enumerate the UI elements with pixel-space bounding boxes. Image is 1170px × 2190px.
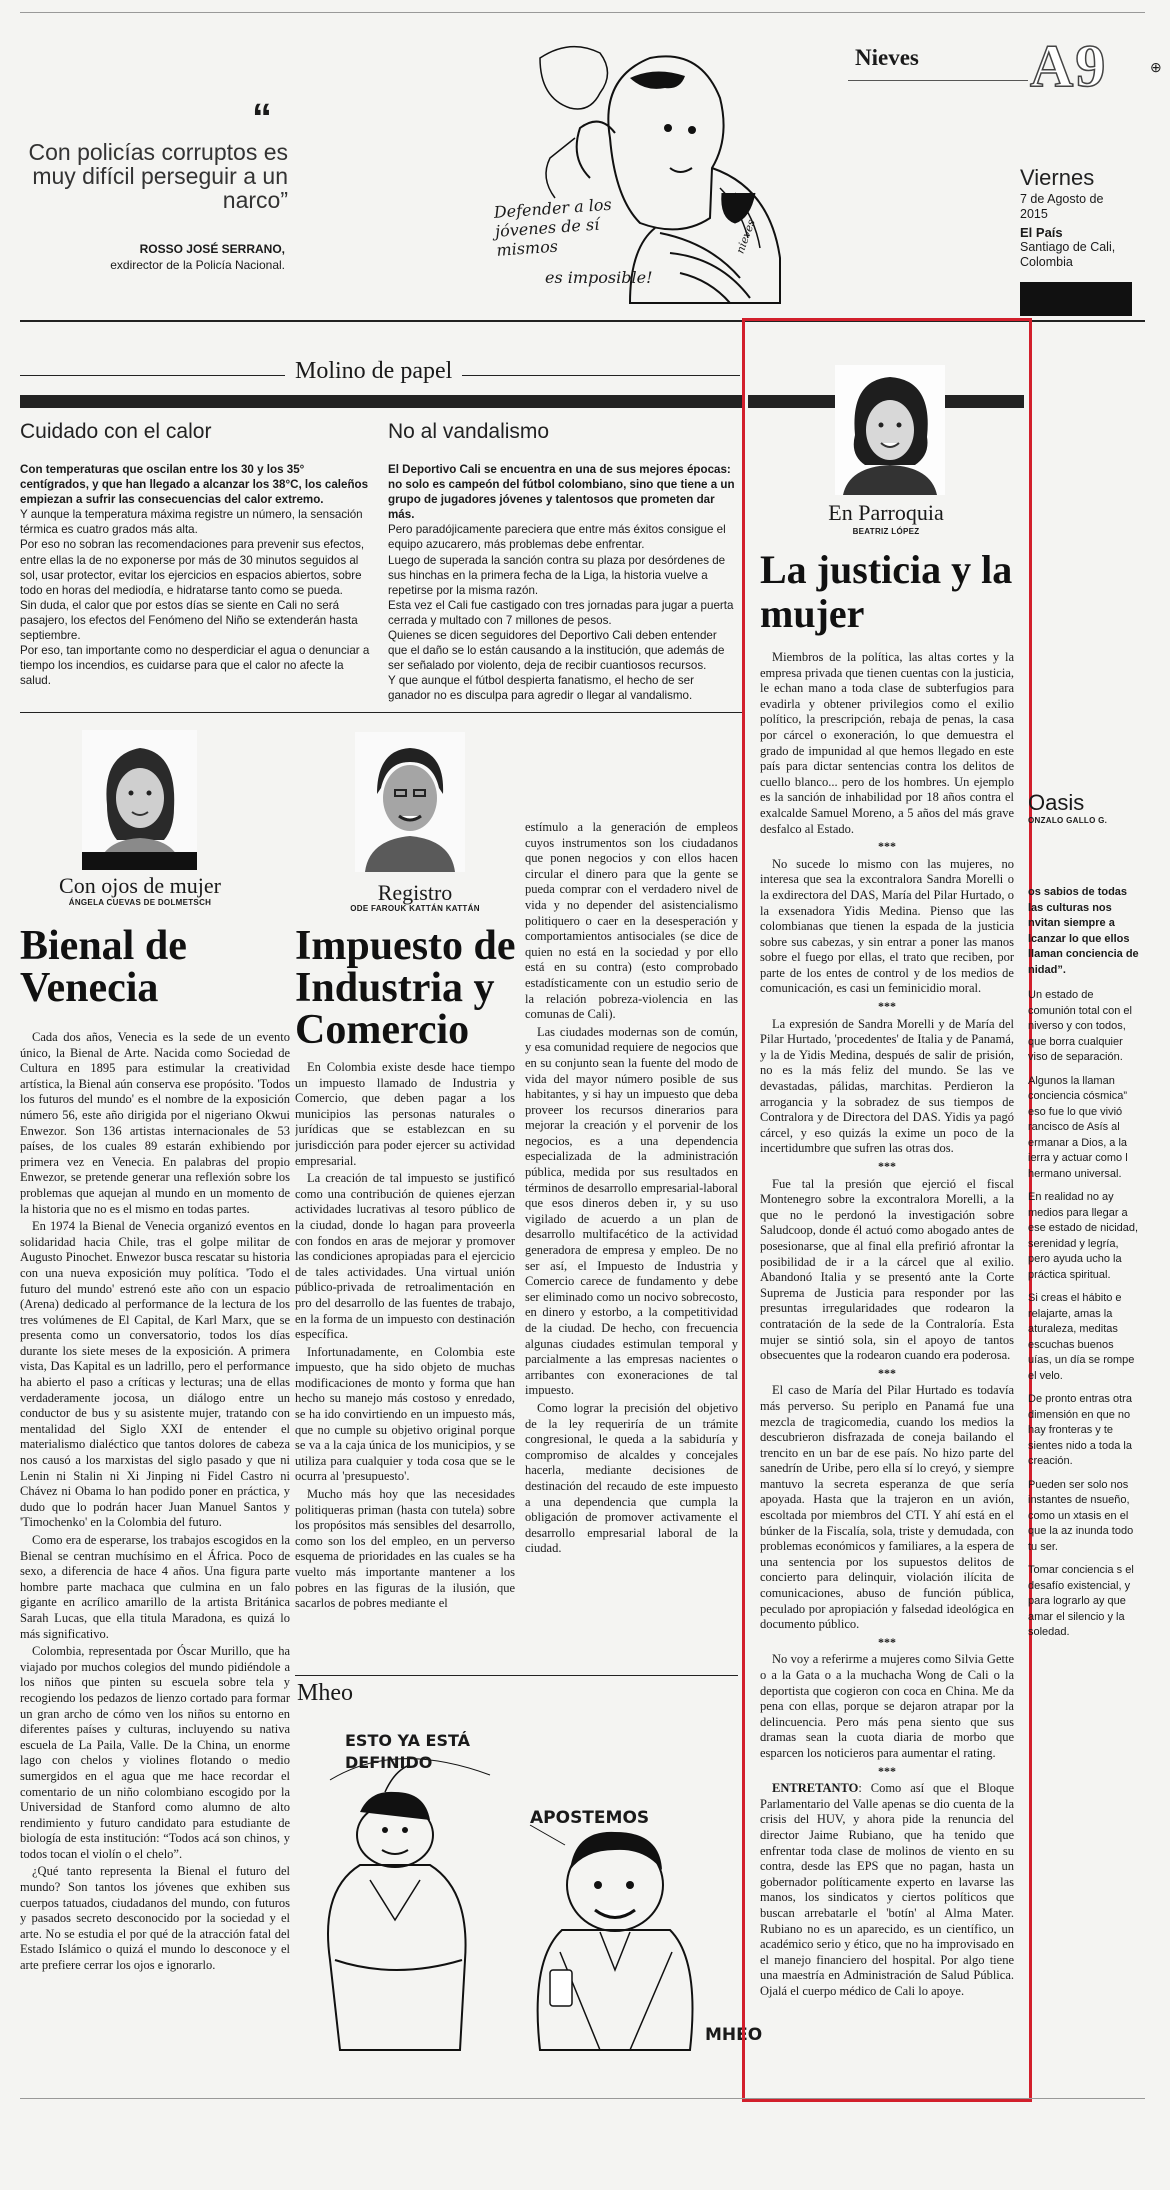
molino-title: Molino de papel: [285, 358, 462, 385]
portrait-illustration: [355, 732, 465, 872]
quote-author-role: exdirector de la Policía Nacional.: [110, 258, 285, 272]
issue-place: Santiago de Cali, Colombia: [1020, 240, 1116, 269]
article-paragraph: La creación de tal impuesto se justificó como una contribución de quienes ejerzan actividades lucrativas al tesoro público de la ciudad, donde lo hagan para proveerla con fondos en aras de mejorar y promover las condiciones apropiadas para el ejercicio de tales actividades. Una virtual unión público-privada de retroalimentación en pro del desarrollo de las fuentes de trabajo, en la forma de un impuesto con destinación específica.: [295, 1171, 515, 1342]
author-photo-lopez: [835, 365, 945, 495]
molino-right-paragraph: Luego de superada la sanción contra su plaza por desórdenes de sus hinchas en la primera fecha de la Liga, la historia vuelve a repetirse por la misma razón.: [388, 553, 726, 597]
section-rule: [848, 80, 1028, 81]
article-paragraph: Las ciudades modernas son de común, y esa comunidad requiere de negocios que en su conjunto sean la fuente del modo de vida del mayor número posible de sus habitantes, y si hay un impuesto que deba proveer los recursos dinerarios para mejorar la creación y el porvenir de los negocios, es a una dependencia especializada de la administración pública, medida por sus resultados en términos de desarrollo empresarial-laboral que esos dineros deben ir, y su uso vigilado de acuerdo a un plan de desarrollo multifacético de la actividad generadora de empresa y empleo. De no ser así, el Impuesto de Industria y Comercio carece de fundamento y debe ser eliminado como un nocivo sobrecosto, en dinero y estorbo, a la competitividad de la ciudad. De hecho, con frecuencia algunas ciudades estimulan temporal y parcialmente a las empresas nacientes o arribantes con exoneraciones de tal impuesto.: [525, 1024, 738, 1398]
mheo-rule: [295, 1675, 738, 1676]
article-paragraph: En Colombia existe desde hace tiempo un impuesto llamado de Industria y Comercio, que deben pagar a los municipios las personas naturales o jurídicas que se establezcan en su jurisdicción para poder ejercer su actividad empresarial.: [295, 1060, 515, 1168]
crop-mark: ⊕: [1150, 61, 1162, 76]
molino-bottom-rule: [20, 712, 742, 713]
molino-right-paragraph: Quienes se dicen seguidores del Deportivo Cali deben entender que el daño se lo están causando a la institución, que además de ser señalado por violento, deja de recibir cuantiosos recursos.: [388, 629, 725, 673]
closing-lead: ENTRETANTO: [772, 1781, 859, 1796]
article-paragraph: En 1974 la Bienal de Venecia organizó eventos en solidaridad hacia Chile, tras el golpe militar de Augusto Pinochet. Enwezor busca rescatar su historia con una nueva exposición muy política. 'Todo el futuro del mundo' estrenó este año con un espacio (Arena) dedicado al performance de la lectura de los tres volúmenes de El Capital, de Karl Marx, que se presenta como un conversatorio, todos los días durante los siete meses de la exposición. A primera vista, Das Kapital es un ladrillo, pero el performance ha abierto el paso a críticas y lecturas; una de ellas verdaderamente jocosa, un diálogo entre un conductor de bus y su asistente mujer, tratando con mentalidad del Siglo XXI de entender el materialismo dialéctico que tantos dolores de cabeza nos causó a los marxistas del siglo pasado y que ni Lenin ni Stalin ni Xi Jinping ni Fidel Castro ni Chávez ni Obama lo han podido poner en práctica, y dudo que lo podrán hacer Juan Manuel Santos y 'Timochenko' en la Colombia del futuro.: [20, 1219, 290, 1530]
oasis-paragraph: Si creas el hábito e relajarte, amas la aturaleza, meditas escuchas buenos uías, un día se rompe el velo.: [1028, 1292, 1135, 1382]
oasis-paragraph: Pueden ser solo nos instantes de nsueño, como un xtasis en el que la az inunda todo tu ser.: [1028, 1478, 1134, 1553]
photo-black-bar: [82, 852, 197, 870]
molino-right-body: [388, 462, 738, 702]
oasis-paragraph: Tomar conciencia s el desafío existencial, y para lograrlo ay que amar el silencio y la soledad.: [1028, 1564, 1134, 1638]
molino-bar: [20, 395, 742, 408]
column-author-lopez: BEATRIZ LÓPEZ: [852, 527, 920, 536]
molino-left-lead: Con temperaturas que oscilan entre los 30 y los 35° centígrados, y que han llegado a alcanzar los 38°C, los caleños empiezan a sufrir las consecuencias del calor extremo.: [20, 463, 369, 507]
column-label-parroquia: En Parroquia: [828, 500, 944, 525]
bottom-rule: [20, 2098, 1145, 2099]
article-paragraph: Cada dos años, Venecia es la sede de un evento único, la Bienal de Arte. Nacida como Sociedad de Cultura en 1895 para estimular la creatividad artística, la Bienal aún conserva ese propósito. 'Todos los futuros del mundo' es el nombre de la exposición número 56, este año dirigida por el nigeriano Okwui Enwezor. Son 136 artistas internacionales de 53 países, de los cuales 89 estarán exhibiendo por primera vez en Venecia. En palabras del propio Enwezor, se pretende generar una reflexión sobre los problemas que aquejan al mundo en un momento de la historia que no es el mismo en todas partes.: [20, 1030, 290, 1216]
section-separator: ***: [878, 1763, 896, 1778]
section-separator: ***: [878, 1365, 896, 1380]
article-paragraph: Fue tal la presión que ejerció el fiscal Montenegro sobre la excontralora Morelli, a la que no le perdonó la investigación sobre Saludcoop, donde él actuó como abogado antes de posesionarse, que al final ella prefirió afrontar la posibilidad de ir a la cárcel que al exilio. Abandonó Italia y se presentó ante la Corte Suprema de Justicia para responder por las presuntas irregularidades que rodearon la contratación de la sede de la Contraloría. Esta mujer se sintió sola, sin el apoyo de tantos obsecuentes que la rodearon cuando era poderosa.: [760, 1176, 1014, 1363]
article-closing-paragraph: [760, 1781, 1014, 1999]
molino-right-lead: El Deportivo Cali se encuentra en una de sus mejores épocas: no solo es campeón del fútbol colombiano, sino que tiene a un grupo de jugadores jóvenes y talentosos que prometen dar más.: [388, 463, 735, 522]
issue-date: 7 de Agosto de 2015: [1020, 192, 1104, 221]
article-impuesto-body-2: [525, 820, 738, 1665]
column-label-registro: Registro: [377, 880, 453, 905]
molino-right-paragraph: Pero paradójicamente pareciera que entre más éxitos consigue el equipo azucarero, más problemas debe enfrentar.: [388, 523, 726, 552]
article-impuesto-body-1: [295, 1060, 515, 1665]
cartoon-caption-1: Defender a los jóvenes de sí mismos: [493, 194, 613, 260]
paper-name: El País: [1020, 225, 1063, 240]
molino-left-body: [20, 462, 372, 702]
column-label-con-ojos: Con ojos de mujer: [59, 873, 221, 898]
oasis-paragraph: Algunos la llaman conciencia cósmica” eso fue lo que vivió rancisco de Asís al ermanar a Dios, a la ierra y actuar como l hermano universal.: [1028, 1074, 1128, 1180]
top-rule: [20, 12, 1145, 13]
cartoon-caption-2: es imposible!: [545, 268, 653, 287]
article-paragraph: Infortunadamente, en Colombia este impuesto, que ha sido objeto de muchas modificaciones de monto y forma que han hecho su manejo más costoso y enredado, se ha ido convirtiendo en un impuesto más, que no cumple su objetivo original porque se va a la caja única de los municipios, y se utiliza para cualquier y toda cosa que se le ocurra al 'presupuesto'.: [295, 1344, 515, 1484]
section-separator: ***: [878, 839, 896, 854]
author-photo-cuevas: [82, 730, 197, 870]
column-author-cuevas: ÁNGELA CUEVAS DE DOLMETSCH: [68, 898, 212, 907]
closing-text: : Como así que el Bloque Parlamentario del Valle apenas se dio cuenta de la crisis del HUV, y ahora pide la renuncia del director Jaime Rubiano, que ha tenido que enfrentar toda clase de molinos de viento en su contra, desde las EPS que no pagan, hasta un gobernador políticamente experto en lavarse las manos, los sindicatos y ciertos políticos que buscan arrebatarle el 'botín' al Alma Mater. Rubiano no es un aparecido, es un científico, un académico serio y ético, que no ha improvisado en el manejo financiero del hospital. Por algo tiene una maestría en Administración de Salud Pública. Ojalá el cuerpo médico de Cali lo apoye.: [760, 1781, 1014, 1998]
portrait-illustration: [82, 730, 197, 870]
section-separator: ***: [878, 1159, 896, 1173]
article-paragraph: La expresión de Sandra Morelli y de María del Pilar Hurtado, 'procedentes' de Italia y de Panamá, y la de Yidis Medina, después de salir de prisión, no es la más feliz del mundo. Se las ve devastadas, pálidas, marchitas. Perdieron la arrogancia y la sobradez de sus tiempos de Contralora y de Directora del DAS. Yidis ya pagó cárcel, y eso quizás la exime un poco de la incertidumbre que sufren las otras dos.: [760, 1016, 1014, 1156]
article-bienal-body: [20, 1030, 290, 2080]
article-paragraph: El caso de María del Pilar Hurtado es todavía más perverso. Su periplo en Panamá fue una mezcla de tragicomedia, cuando los medios la descubrieron disfrazada de coneja bailando el trencito en un bar de ese país. No hizo parte del sanedrín de Uribe, pero ella sí lo creyó, y siempre mantuvo la secreta esperanza de que sería apoyada. Hasta que la trajeron en un avión, escoltada por miembros del CTI. Y ahí está en el búnker de la Fiscalía, sola, triste y demudada, con problemas económicos y familiares, a la espera de una sentencia por los supuestos delitos de concierto para delinquir, violación ilícita de comunicaciones, abuso de función pública, peculado por apropiación y falsedad ideológica en documento público.: [760, 1383, 1014, 1632]
molino-left-title: Cuidado con el calor: [20, 420, 212, 443]
article-paragraph: Como lograr la precisión del objetivo de la ley requeriría de un trámite congresional, le queda a la sabiduría y compromiso de alcaldes y concejales hacerla, mediante decisiones de destinación del recaudo de este impuesto a una dependencia que cumpla la obligación de promover activamente el desarrollo empresarial laboral de la ciudad.: [525, 1400, 738, 1556]
article-paragraph: Como era de esperarse, los trabajos escogidos en la Bienal se centran muchísimo en el África. Poco de sexo, a diferencia de hace 4 años. Una figura parte hombre parte machaca que culmina en un falo gigante en acrílico amarillo de la artista Británica Sarah Lucas, que ella titula Maradona, es quizá lo más significativo.: [20, 1533, 290, 1641]
article-paragraph: Mucho más hoy que las necesidades politiqueras priman (hasta con tutela) sobre los propósitos más sensibles del desarrollo, como son los del empleo, en un perverso esquema de prioridades en las cuales se ha vuelto más importante mantener a los pobres en las figuras de la ilusión, que sacarlos de pobres mediante el: [295, 1487, 515, 1611]
molino-right-title: No al vandalismo: [388, 420, 550, 443]
article-paragraph: estímulo a la generación de empleos cuyos instrumentos son los ciudadanos que ponen negocios y con ellos hacen circular el dinero para que la gente se pueda comprar con el verdadero nivel de vida y no depender del asistencialismo politiquero o caer en la desesperación y comportamientos antisociales (se dice de quien no está en la sociedad y por ello está en su contra) (esto comprobado estadísticamente con un estudio serio de la relación pobreza-violencia en las comunas de Cali).: [525, 820, 738, 1022]
oasis-body: [1028, 885, 1140, 1985]
column-label-oasis: Oasis: [1028, 790, 1085, 815]
molino-left-paragraph: Sin duda, el calor que por estos días se siente en Cali no será pasajero, los efectos del Fenómeno del Niño se extenderán hasta septiembre.: [20, 598, 358, 643]
article-justicia-body: [760, 650, 1014, 2080]
header-black-bar: [1020, 282, 1132, 316]
article-paragraph: Miembros de la política, las altas cortes y la empresa privada que tienen cuentas con la justicia, le echan mano a toda clase de subterfugios para evadirla y obtener privilegios como el exilio político, la prescripción, rebaja de penas, la casa por cárcel o exoneración, lo que demuestra el grado de impunidad al que hemos llegado en este país para dictar sentencias contra los delitos de cuello blanco... pero de los hombres. Un ejemplo es la sanción de inhabilidad por 18 años contra el exalcalde Samuel Moreno, a 5 años del más grave desfalco al Estado.: [760, 650, 1014, 836]
issue-day: Viernes: [1020, 165, 1095, 190]
article-paragraph: No sucede lo mismo con las mujeres, no interesa que sea la excontralora Sandra Morelli o la exdirectora del DAS, María del Pilar Hurtado, o la exsenadora Yidis Medina. Pienso que las colombianas que tienen la espada de la justicia sobre sus cabezas, y sin entrar a poner las manos sobre el fuego por ellas, el trato que reciben, por parte de los entes de control y de los medios de comunicación, es casi un feminicidio moral.: [760, 856, 1014, 996]
mheo-bubble-1: ESTO YA ESTÁ DEFINIDO: [345, 1731, 471, 1772]
article-paragraph: No voy a referirme a mujeres como Silvia Gette o a la Gata o a la muchacha Wong de Cali o la deportista que cogieron con coca en China. Me da pena con ellas, porque se dejaron atrapar por la delincuencia. Pero más pena siento que sus dramas sean la cuota diaria de morbo que esparcen los noticieros para aumentar el rating.: [760, 1652, 1014, 1760]
oasis-paragraph: De pronto entras otra dimensión en que no hay fronteras y te sientes nido a toda la creación.: [1028, 1393, 1132, 1467]
quote-mark: “: [252, 96, 272, 140]
headline-bienal: Bienal de Venecia: [20, 923, 187, 1011]
oasis-paragraph: Un estado de comunión total con el niverso y con todos, que borra cualquier viso de separación.: [1028, 989, 1132, 1063]
oasis-lead: os sabios de todas las culturas nos nvitan siempre a lcanzar lo que ellos llaman conciencia de nidad”.: [1028, 886, 1139, 976]
section-separator: ***: [878, 999, 896, 1014]
molino-right-paragraph: Esta vez el Cali fue castigado con tres jornadas para jugar a puerta cerrada y multado con 7 millones de pesos.: [388, 598, 734, 627]
page-number: A9: [1030, 33, 1108, 99]
mheo-title: Mheo: [297, 1680, 353, 1706]
mheo-bubble-2: APOSTEMOS: [530, 1808, 650, 1828]
column-author-kattan: ODE FAROUK KATTÁN KATTÁN: [350, 904, 480, 913]
portrait-illustration: [835, 365, 945, 495]
section-name: Nieves: [855, 45, 919, 70]
oasis-paragraph: En realidad no ay medios para llegar a ese estado de nicidad, serenidad y legría, pero ayuda ucho la práctica spiritual.: [1028, 1191, 1139, 1281]
molino-left-paragraph: Por eso no sobran las recomendaciones para prevenir sus efectos, entre ellas la de no exponerse por más de 30 minutos seguidos al sol, usar protector, evitar los ejercicios en espacios abiertos, sobre todo en horas del mediodía, e hidratarse tanto como se pueda.: [20, 538, 365, 597]
nieves-cartoon: [480, 18, 810, 308]
quote-author: ROSSO JOSÉ SERRANO,: [139, 242, 285, 256]
author-photo-kattan: [355, 732, 465, 872]
article-paragraph: ¿Qué tanto representa la Bienal el futuro del mundo? Son tantos los jóvenes que exhiben sus cuerpos tatuados, ciudadanos del mundo, con futuros y pasados secreto desconocido por la sociedad y el arte. No se estudia el por qué de la atracción fatal del Estado Islámico o quizá el mundo lo desconoce y el arte prefiere cerrar los ojos e ignorarlo.: [20, 1864, 290, 1973]
header-quote: Con policías corruptos es muy difícil perseguir a un narco”: [28, 139, 288, 213]
article-paragraph: Colombia, representada por Óscar Murillo, que ha viajado por muchos colegios del mundo pidiéndole a los niños que pinten su escuela sobre tela y recogiendo los pedazos de lienzo cortado para formar un gran archo de cómo ven los niños su entorno en diferentes países y culturas, incluyendo su nativa escuela de La Paila, Valle. De la China, un enorme lago con chelos y violines flotando o medio sumergidos en el agua que me hace recordar el comentario de un niño colombiano escogido por la Universidad de Stanford como alumno de alto rendimiento y futuro candidato para estudiante de biología de esta institución: “Todos acá son chinos, y todos tocan el violín o el chelo”.: [20, 1644, 290, 1861]
cartoon-signature: nieves: [733, 217, 758, 256]
section-separator: ***: [878, 1634, 896, 1649]
headline-impuesto: Impuesto de Industria y Comercio: [295, 923, 516, 1053]
headline-justicia: La justicia y la mujer: [760, 547, 1013, 636]
molino-left-paragraph: Por eso, tan importante como no desperdiciar el agua o denunciar a tiempo los incendios, es cuidarse para que el calor no afecte la salud.: [20, 644, 370, 688]
page-header: [0, 0, 1170, 315]
molino-left-paragraph: Y aunque la temperatura máxima registre un número, la sensación térmica es cuatro grados más alta.: [20, 508, 363, 537]
column-author-gallo: ONZALO GALLO G.: [1028, 816, 1108, 825]
molino-right-paragraph: Y que aunque el fútbol despierta fanatismo, el hecho de ser ganador no es disculpa para agredir o llegar al vandalismo.: [388, 674, 694, 702]
mheo-signature: MHEO: [705, 2025, 763, 2045]
